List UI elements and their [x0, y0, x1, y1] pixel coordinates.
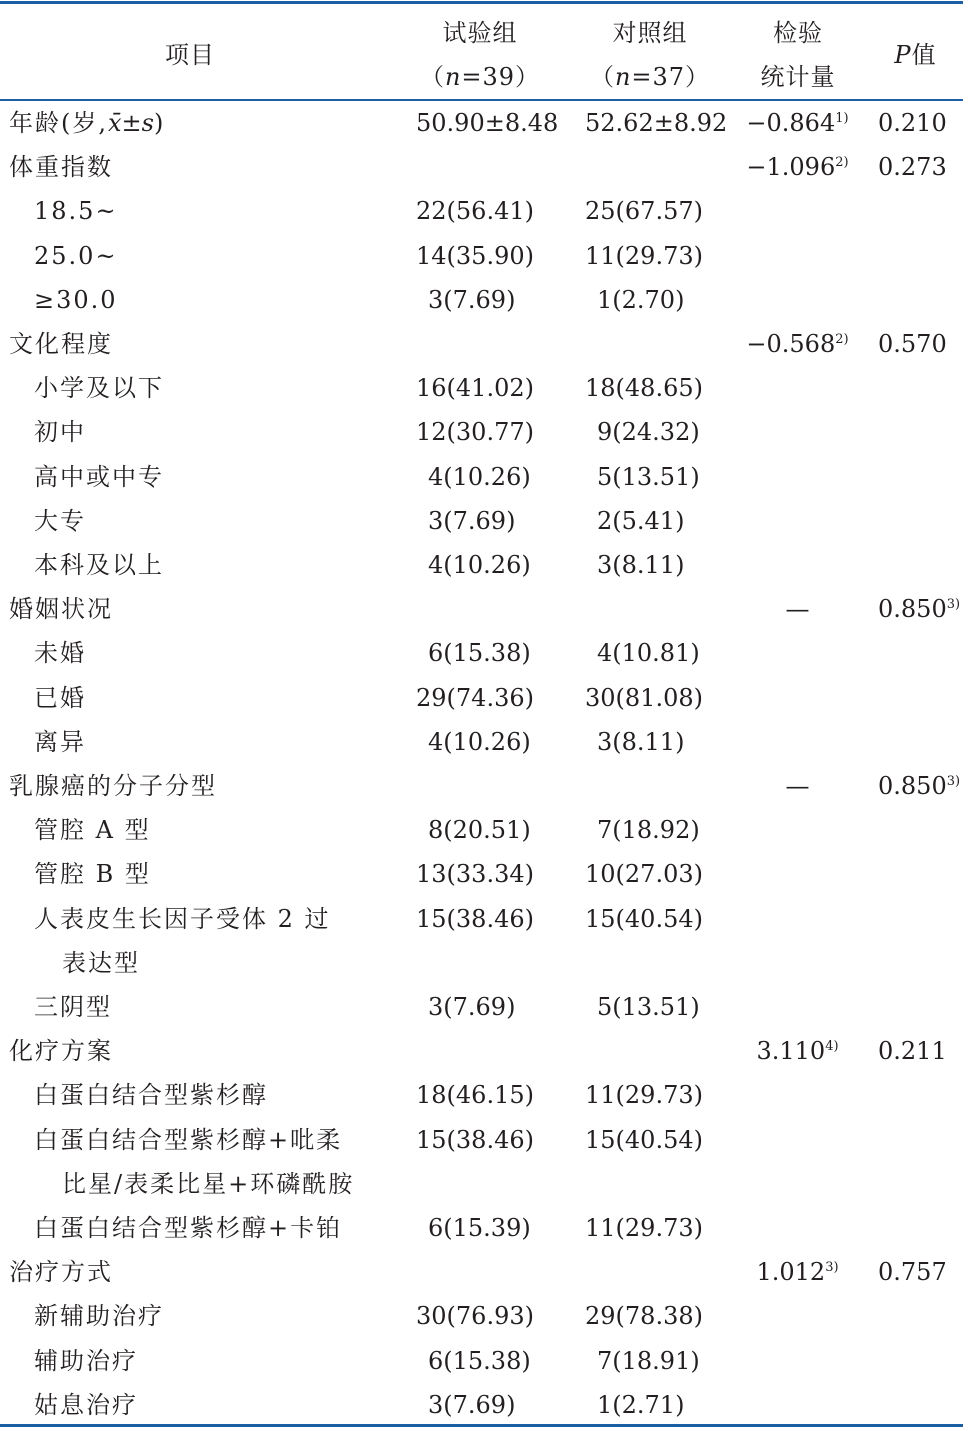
cell-group-a: 22(56.41): [416, 197, 534, 226]
cell-p: [868, 189, 973, 233]
table-row: [0, 366, 963, 410]
row-label: [34, 278, 118, 322]
row-label-text: 未婚: [34, 639, 86, 668]
row-label: [62, 1162, 354, 1206]
cell-group-b: [585, 145, 709, 189]
cell-stat-note: 3): [825, 1260, 839, 1276]
cell-p-note: 3): [946, 597, 961, 613]
cell-stat: [740, 366, 855, 410]
table-row: [0, 764, 963, 808]
cell-group-a: [416, 941, 540, 985]
cell-group-a: 4(10.26): [428, 727, 531, 756]
row-label: [62, 941, 140, 985]
row-label-text: 表达型: [62, 948, 140, 977]
cell-p: [868, 1118, 973, 1162]
row-label-text: 乳腺癌的分子分型: [9, 772, 217, 800]
row-label-text: 文化程度: [9, 330, 113, 358]
row-label: [9, 1250, 113, 1294]
cell-stat: [740, 897, 855, 941]
cell-group-a: 16(41.02): [416, 374, 534, 403]
header-group-b: [570, 18, 730, 92]
cell-stat: [740, 764, 855, 808]
cell-p-value: 0.273: [878, 153, 947, 182]
cell-group-b: 3(8.11): [597, 551, 685, 579]
cell-group-a: 15(38.46): [416, 1125, 534, 1154]
row-label: [34, 1383, 138, 1427]
cell-p: [868, 410, 973, 454]
cell-p: [868, 676, 973, 720]
table-row: [0, 189, 963, 233]
cell-stat-value: 1.012: [756, 1258, 826, 1287]
row-label: [34, 897, 331, 941]
cell-stat-value: —: [785, 595, 810, 624]
cell-stat: [740, 1383, 855, 1427]
row-label-text: 婚姻状况: [9, 595, 113, 624]
table-row: [0, 1118, 963, 1162]
row-label: [9, 322, 113, 366]
cell-p: [868, 1250, 973, 1294]
cell-group-a: [416, 322, 540, 366]
row-label: [34, 808, 151, 852]
cell-group-b: 9(24.32): [597, 418, 700, 447]
header-stat-line1: 检验: [773, 19, 823, 47]
table-row: [0, 322, 963, 366]
header-p-suffix: 值: [911, 41, 937, 69]
cell-group-b: 15(40.54): [585, 1125, 703, 1154]
cell-stat: [740, 189, 855, 233]
header-group-a-n: [400, 62, 560, 92]
cell-p-value: 0.211: [878, 1037, 947, 1066]
row-label: [34, 631, 86, 675]
cell-stat: [740, 1029, 855, 1073]
row-label: [9, 1029, 113, 1073]
row-label-text: 辅助治疗: [34, 1346, 138, 1375]
cell-p: [868, 720, 973, 764]
cell-stat: [740, 720, 855, 764]
cell-group-b: 2(5.41): [597, 506, 685, 535]
header-group-b-n-var: n: [614, 63, 632, 91]
cell-p: [868, 764, 973, 808]
cell-stat: [740, 455, 855, 499]
cell-stat-value: —: [785, 772, 810, 800]
cell-group-b: 5(13.51): [597, 462, 700, 491]
cell-stat-note: 2): [835, 332, 849, 347]
table-row: [0, 278, 963, 322]
header-stat: [738, 18, 858, 92]
cell-group-a: 13(33.34): [416, 860, 534, 889]
row-label-text: 本科及以上: [34, 551, 164, 579]
cell-group-a: 8(20.51): [428, 816, 531, 845]
cell-stat-note: 4): [825, 1039, 839, 1055]
cell-group-b: 29(78.38): [585, 1302, 703, 1331]
row-label-text: 初中: [34, 418, 86, 447]
row-label-text: 体重指数: [9, 153, 113, 182]
table-row: [0, 1029, 963, 1073]
row-label-text: 大专: [34, 506, 86, 535]
cell-p: [868, 145, 973, 189]
table-row: [0, 1073, 963, 1117]
table-row: [0, 631, 963, 675]
cell-stat: [740, 1118, 855, 1162]
cell-group-b: 11(29.73): [585, 241, 703, 270]
cell-stat: [740, 1073, 855, 1117]
header-stat-line2: 统计量: [760, 63, 836, 91]
row-label-text: 人表皮生长因子受体 2 过: [34, 904, 331, 933]
row-label-close: ): [153, 109, 166, 137]
row-label-text: 治疗方式: [9, 1258, 113, 1287]
cell-group-a: 3(7.69): [428, 993, 516, 1021]
row-label: [34, 1294, 164, 1338]
row-label-text: 化疗方案: [9, 1037, 113, 1066]
header-group-a-n-var: n: [444, 63, 462, 91]
table-row: [0, 676, 963, 720]
header-group-b-n: [570, 62, 730, 92]
row-label: [34, 852, 151, 896]
table-row: [0, 1339, 963, 1383]
cell-stat-value: 3.110: [756, 1037, 826, 1066]
cell-group-b: [585, 941, 709, 985]
table-bottom-rule: [0, 1424, 963, 1427]
cell-group-a: 30(76.93): [416, 1302, 534, 1331]
cell-stat: [740, 322, 855, 366]
row-label-text: 白蛋白结合型紫杉醇+吡柔: [34, 1125, 343, 1154]
row-label: [34, 1073, 268, 1117]
cell-p: [868, 1339, 973, 1383]
table-row: [0, 101, 963, 145]
row-label: [34, 1206, 342, 1250]
cell-stat: [740, 631, 855, 675]
cell-group-b: 4(10.81): [597, 639, 700, 668]
row-label-text: 小学及以下: [34, 374, 164, 403]
table-row: [0, 455, 963, 499]
cell-p: [868, 1029, 973, 1073]
cell-stat: [740, 1294, 855, 1338]
cell-group-b: 7(18.91): [597, 1346, 700, 1375]
cell-p: [868, 322, 973, 366]
cell-group-a: 6(15.38): [428, 1346, 531, 1375]
cell-group-b: 11(29.73): [585, 1214, 703, 1242]
header-group-a-n-val: =39）: [461, 63, 541, 91]
cell-stat: [740, 234, 855, 278]
cell-stat: [740, 985, 855, 1029]
row-label: [34, 720, 86, 764]
cell-stat: [740, 808, 855, 852]
cell-group-a: 15(38.46): [416, 904, 534, 933]
header-group-b-n-val: =37）: [631, 63, 711, 91]
row-label-text: 管腔 A 型: [34, 816, 151, 845]
cell-p: [868, 455, 973, 499]
cell-group-b: 11(29.73): [585, 1081, 703, 1110]
table-row: [0, 1250, 963, 1294]
cell-p: [868, 499, 973, 543]
cell-p: [868, 631, 973, 675]
row-label-text: 三阴型: [34, 993, 112, 1021]
cell-p-value: 0.570: [878, 330, 947, 358]
cell-group-b: 30(81.08): [585, 683, 703, 712]
cell-group-b: 10(27.03): [585, 860, 703, 889]
cell-group-a: 3(7.69): [428, 506, 516, 535]
table-row: [0, 543, 963, 587]
header-item-label: 项目: [165, 41, 215, 69]
row-label-text: ≥30.0: [34, 285, 118, 314]
cell-group-a: 3(7.69): [428, 1390, 516, 1419]
cell-group-a: [416, 1250, 540, 1294]
cell-stat: [740, 1162, 855, 1206]
cell-group-b: [585, 322, 709, 366]
cell-group-b: 5(13.51): [597, 993, 700, 1021]
cell-p: [868, 587, 973, 631]
cell-group-a: 6(15.38): [428, 639, 531, 668]
cell-group-a: [416, 1029, 540, 1073]
cell-group-b: [585, 1029, 709, 1073]
header-group-b-n-open: （: [589, 63, 615, 91]
cell-p: [868, 278, 973, 322]
cell-group-b: 15(40.54): [585, 904, 703, 933]
row-label-text: 管腔 B 型: [34, 860, 151, 889]
row-label-text: 姑息治疗: [34, 1390, 138, 1419]
table-row: [0, 985, 963, 1029]
cell-group-b: 18(48.65): [585, 374, 703, 403]
cell-stat: [740, 499, 855, 543]
row-label: [34, 676, 86, 720]
cell-group-a: 4(10.26): [428, 551, 531, 579]
cell-p: [868, 897, 973, 941]
row-label: [34, 455, 164, 499]
row-label: [9, 145, 113, 189]
cell-p: [868, 985, 973, 1029]
cell-group-b: 25(67.57): [585, 197, 703, 226]
table-row: [0, 1162, 963, 1206]
table-row: [0, 499, 963, 543]
header-group-a-name: 试验组: [442, 19, 518, 47]
cell-stat: [740, 278, 855, 322]
table-row: [0, 234, 963, 278]
cell-p: [868, 366, 973, 410]
cell-group-b: 1(2.71): [597, 1390, 685, 1419]
cell-stat: [740, 1206, 855, 1250]
cell-stat: [740, 587, 855, 631]
cell-group-b: [585, 764, 709, 808]
header-group-a-n-open: （: [419, 63, 445, 91]
row-label-text: 年龄(岁,: [9, 109, 108, 137]
cell-group-a: [416, 1162, 540, 1206]
cell-p: [868, 101, 973, 145]
cell-stat-value: −0.864: [746, 109, 836, 137]
cell-stat: [740, 1339, 855, 1383]
cell-group-a: 14(35.90): [416, 241, 534, 270]
cell-stat-value: −1.096: [746, 153, 836, 182]
cell-group-b: [585, 587, 709, 631]
row-label: [34, 985, 112, 1029]
cell-group-a: 29(74.36): [416, 683, 534, 712]
cell-p: [868, 1162, 973, 1206]
header-p-label: [868, 40, 963, 70]
header-p: [868, 18, 963, 92]
table-row: [0, 1294, 963, 1338]
cell-group-a: 4(10.26): [428, 462, 531, 491]
cell-p: [868, 543, 973, 587]
table-row: [0, 808, 963, 852]
cell-p: [868, 808, 973, 852]
cell-p: [868, 1206, 973, 1250]
row-label-text: 18.5~: [34, 197, 118, 226]
row-label: [9, 587, 113, 631]
row-label: [34, 234, 118, 278]
row-label-text: 25.0~: [34, 241, 118, 270]
cell-group-b: 52.62±8.92: [585, 109, 728, 137]
header-group-a: [400, 18, 560, 92]
row-label-text: 白蛋白结合型紫杉醇+卡铂: [34, 1214, 343, 1242]
table-row: [0, 145, 963, 189]
row-label-text: 高中或中专: [34, 462, 164, 491]
table-top-rule: [0, 1, 963, 4]
cell-stat-value: −0.568: [746, 330, 836, 358]
header-group-b-name: 对照组: [612, 19, 688, 47]
table-row: [0, 587, 963, 631]
row-label: [34, 1339, 138, 1383]
row-label: [34, 1118, 342, 1162]
cell-group-b: 3(8.11): [597, 727, 685, 756]
cell-stat-note: 2): [835, 155, 849, 171]
cell-stat: [740, 543, 855, 587]
header-item: [110, 18, 270, 92]
cell-group-b: [585, 1250, 709, 1294]
row-label: [34, 543, 164, 587]
table-row: [0, 410, 963, 454]
cell-group-b: [585, 1162, 709, 1206]
cell-stat-note: 1): [835, 111, 849, 126]
row-label-text: 比星/表柔比星+环磷酰胺: [62, 1169, 355, 1198]
table-row: [0, 852, 963, 896]
cell-p-value: 0.210: [878, 109, 947, 137]
table-row: [0, 1383, 963, 1427]
cell-p-note: 3): [946, 774, 961, 789]
cell-p: [868, 1383, 973, 1427]
table-row: [0, 941, 963, 985]
cell-group-a: 3(7.69): [428, 285, 516, 314]
cell-group-a: 50.90±8.48: [416, 109, 559, 137]
row-label-text: 白蛋白结合型紫杉醇: [34, 1081, 268, 1110]
cell-group-b: 7(18.92): [597, 816, 700, 845]
cell-stat: [740, 1250, 855, 1294]
cell-p: [868, 852, 973, 896]
cell-stat: [740, 852, 855, 896]
cell-group-b: 1(2.70): [597, 285, 685, 314]
cell-group-a: 6(15.39): [428, 1214, 531, 1242]
row-label: [9, 764, 217, 808]
cell-stat: [740, 410, 855, 454]
cell-p: [868, 1294, 973, 1338]
row-label-text: 新辅助治疗: [34, 1302, 164, 1331]
row-label: [34, 410, 86, 454]
cell-p: [868, 234, 973, 278]
cell-p: [868, 941, 973, 985]
header-p-var: P: [894, 41, 912, 69]
cell-group-a: [416, 587, 540, 631]
row-label: [34, 366, 164, 410]
table-row: [0, 897, 963, 941]
table-row: [0, 1206, 963, 1250]
table-row: [0, 720, 963, 764]
cell-stat: [740, 145, 855, 189]
row-label-math: x̄±s: [108, 109, 154, 137]
row-label-text: 已婚: [34, 683, 86, 712]
row-label-text: 离异: [34, 727, 86, 756]
cell-group-a: 12(30.77): [416, 418, 534, 447]
cell-stat: [740, 101, 855, 145]
cell-p: [868, 1073, 973, 1117]
cell-group-a: [416, 764, 540, 808]
cell-p-value: 0.757: [878, 1258, 947, 1287]
row-label: [34, 189, 118, 233]
cell-p-value: 0.850: [878, 595, 947, 624]
row-label: [34, 499, 86, 543]
row-label: [9, 101, 165, 145]
cell-group-a: [416, 145, 540, 189]
cell-p-value: 0.850: [878, 772, 947, 800]
cell-group-a: 18(46.15): [416, 1081, 534, 1110]
cell-stat: [740, 941, 855, 985]
cell-stat: [740, 676, 855, 720]
